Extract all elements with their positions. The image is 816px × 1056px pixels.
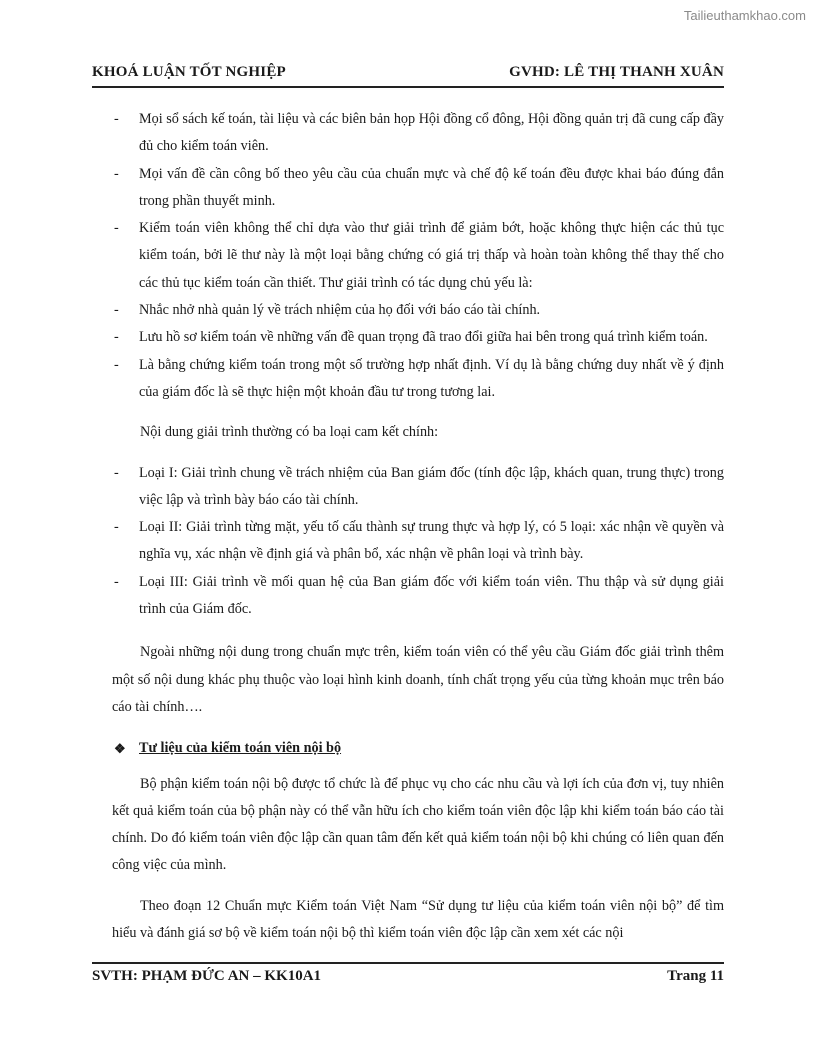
page-body (112, 106, 724, 947)
section-title: Tư liệu của kiểm toán viên nội bộ (139, 740, 342, 757)
paragraph-additional-content: Ngoài những nội dung trong chuẩn mực trên, kiểm toán viên có thể yêu cầu Giám đốc giải trình thêm một số nội dung khác phụ thuộc vào loại hình kinh doanh, tính chất trọng yếu của từng khoản mục trên báo cáo tài chính…. (112, 644, 724, 715)
bullet-dash: - (114, 111, 119, 127)
list-item-text: Loại III: Giải trình về mối quan hệ của Ban giám đốc với kiểm toán viên. Thu thập và sử dụng giải trình của Giám đốc. (139, 573, 724, 618)
header-thesis-title: KHOÁ LUẬN TỐT NGHIỆP (92, 64, 286, 80)
bullet-dash: - (114, 220, 119, 237)
list-item-text: Loại II: Giải trình từng mặt, yếu tố cấu thành sự trung thực và hợp lý, có 5 loại: xác nhận về quyền và nghĩa vụ, xác nhận về định giá và phân bổ, xác nhận về phân loại và trình bày. (139, 519, 724, 563)
list-item (112, 106, 724, 161)
diamond-bullet-icon: ❖ (114, 741, 126, 757)
section-heading (112, 735, 724, 762)
list-item-text: Là bằng chứng kiểm toán trong một số trường hợp nhất định. Ví dụ là bằng chứng duy nhất về ý định của giám đốc là sẽ thực hiện một khoản đầu tư trong tương lai. (139, 356, 724, 400)
bullet-dash: - (114, 329, 119, 346)
list-item (112, 352, 724, 407)
bullet-dash: - (114, 573, 119, 590)
intro-commitment-types: Nội dung giải trình thường có ba loại cam kết chính: (140, 424, 439, 441)
bullet-dash: - (114, 519, 119, 536)
page-footer (92, 962, 724, 988)
list-item-text: Mọi sổ sách kế toán, tài liệu và các biên bản họp Hội đồng cổ đông, Hội đồng quản trị đã cung cấp đầy đủ cho kiểm toán viên. (139, 111, 724, 155)
list-item (112, 161, 724, 216)
list-item (112, 297, 724, 324)
paragraph-standard-reference: Theo đoạn 12 Chuẩn mực Kiểm toán Việt Nam “Sử dụng tư liệu của kiểm toán viên nội bộ” để tìm hiểu và đánh giá sơ bộ về kiểm toán nội bộ thì kiểm toán viên độc lập cần xem xét các nội (112, 897, 724, 942)
footer-page-number: Trang 11 (667, 968, 724, 984)
bullet-dash: - (114, 165, 119, 182)
list-item (112, 460, 724, 515)
list-item-text: Lưu hồ sơ kiểm toán về những vấn đề quan trọng đã trao đổi giữa hai bên trong quá trình kiểm toán. (139, 329, 708, 346)
list-item (112, 215, 724, 297)
list-item (112, 324, 724, 351)
list-item-text: Loại I: Giải trình chung về trách nhiệm của Ban giám đốc (tính độc lập, khách quan, trung thực) trong việc lập và trình bày báo cáo tài chính. (139, 464, 724, 508)
bullet-dash: - (114, 302, 119, 319)
watermark: Tailieuthamkhao.com (683, 8, 806, 23)
list-item (112, 514, 724, 569)
list-item (112, 569, 724, 624)
paragraph-internal-audit: Bộ phận kiểm toán nội bộ được tổ chức là để phục vụ cho các nhu cầu và lợi ích của đơn vị, tuy nhiên kết quả kiểm toán của bộ phận này có thể vẫn hữu ích cho kiểm toán viên độc lập khi kiểm toán báo cáo tài chính. Do đó kiểm toán viên độc lập cần quan tâm đến kết quả kiểm toán nội bộ khi chúng có liên quan đến công việc của mình. (112, 775, 724, 874)
list-item-text: Mọi vấn đề cần công bố theo yêu cầu của chuẩn mực và chế độ kế toán đều được khai báo đúng đắn trong phần thuyết minh. (139, 165, 724, 209)
header-supervisor: GVHD: LÊ THỊ THANH XUÂN (509, 64, 724, 80)
bullet-dash: - (114, 356, 119, 373)
list-item-text: Kiểm toán viên không thể chỉ dựa vào thư giải trình để giảm bớt, hoặc không thực hiện các thủ tục kiểm toán, bởi lẽ thư này là một loại bằng chứng có giá trị thấp và hoàn toàn không thể thay thế cho các thủ tục kiểm toán cần thiết. Thư giải trình có tác dụng chủ yếu là: (139, 220, 724, 291)
list-item-text: Nhắc nhở nhà quản lý về trách nhiệm của họ đối với báo cáo tài chính. (139, 302, 541, 319)
footer-student: SVTH: PHẠM ĐỨC AN – KK10A1 (92, 968, 322, 984)
bullet-dash: - (114, 464, 119, 481)
page-header (92, 60, 724, 88)
